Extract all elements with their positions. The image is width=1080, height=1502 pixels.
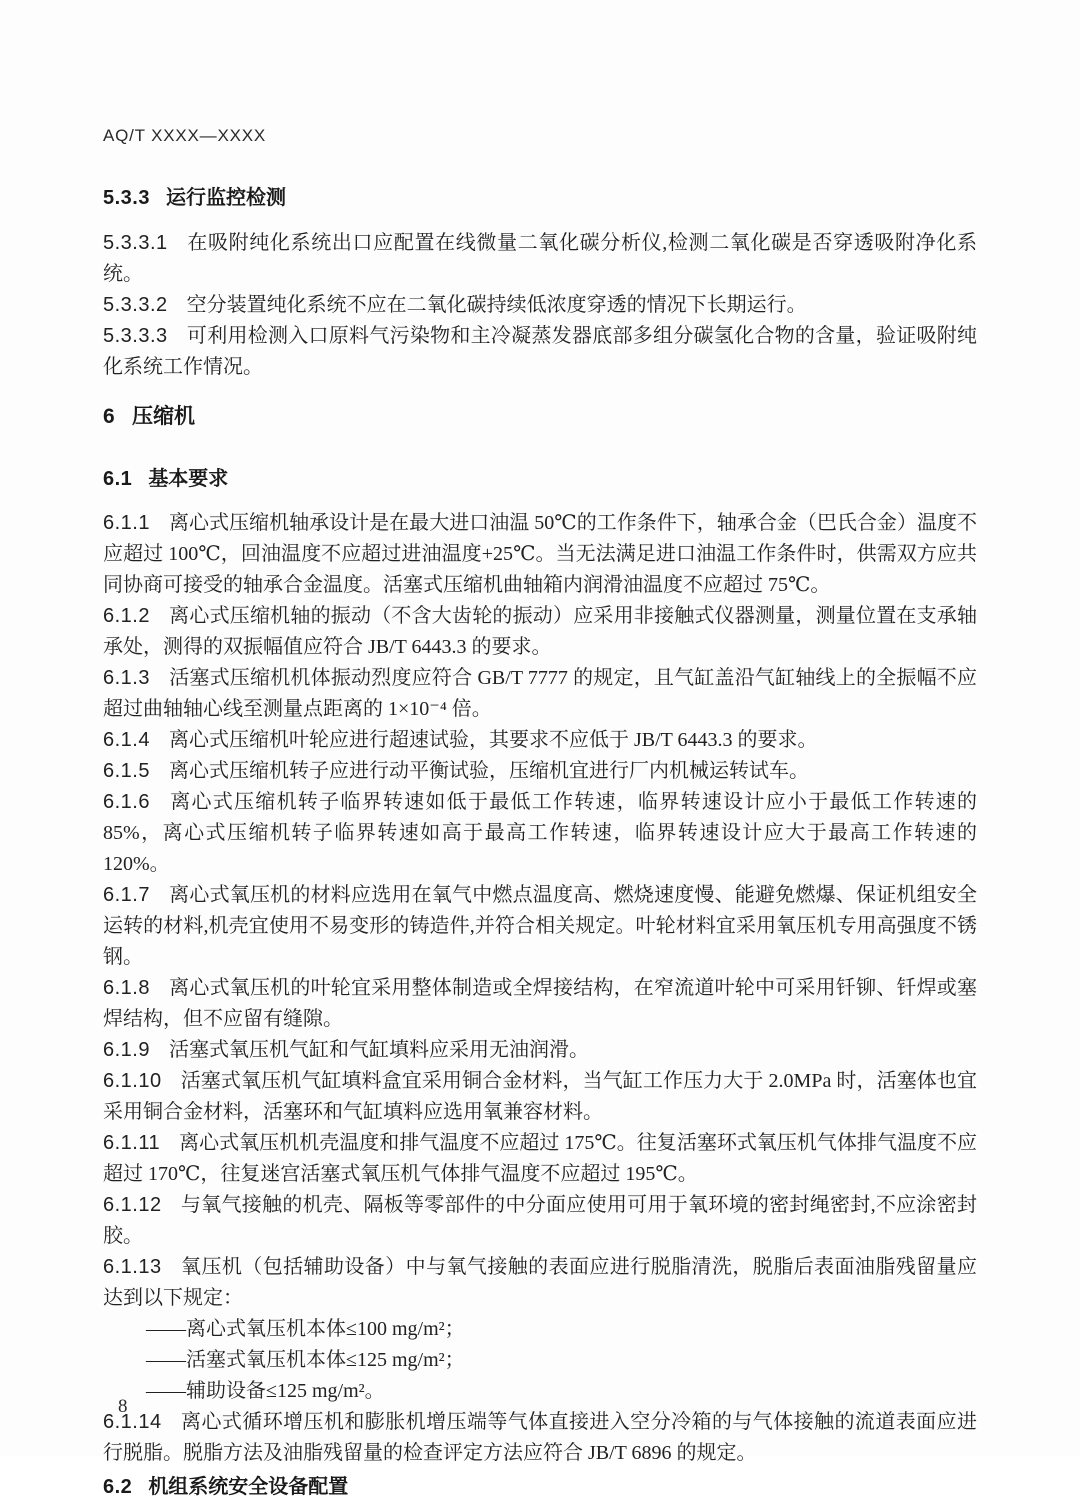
heading-title: 基本要求 [148, 468, 229, 490]
heading-6-1 [103, 464, 977, 494]
clause-6-1-11 [103, 1128, 977, 1190]
clause-text: 离心式压缩机轴承设计是在最大进口油温 50℃的工作条件下，轴承合金（巴氏合金）温度不应超过 100℃，回油温度不应超过进油温度+25℃。当无法满足进口油温工作条件时，供需双方应共同协商可接受的轴承合金温度。活塞式压缩机曲轴箱内润滑油温度不应超过 75℃。 [103, 512, 977, 596]
clause-number: 6.1.6 [103, 791, 150, 813]
heading-number: 6 [103, 405, 116, 428]
clause-6-1-3 [103, 663, 977, 725]
clause-text: 离心式压缩机转子临界转速如低于最低工作转速，临界转速设计应小于最低工作转速的 85%，离心式压缩机转子临界转速如高于最高工作转速，临界转速设计应大于最高工作转速的 120%。 [103, 791, 977, 875]
clause-number: 6.1.9 [103, 1039, 150, 1061]
clause-6-1-9 [103, 1035, 977, 1066]
clause-number: 6.1.13 [103, 1256, 162, 1278]
clause-5-3-3-1 [103, 228, 977, 290]
heading-number: 6.1 [103, 468, 133, 490]
clause-text: 离心式压缩机叶轮应进行超速试验，其要求不应低于 JB/T 6443.3 的要求。 [168, 729, 818, 751]
clause-number: 6.1.2 [103, 605, 150, 627]
clause-number: 6.1.4 [103, 729, 150, 751]
clause-6-1-10 [103, 1066, 977, 1128]
clause-6-1-6 [103, 787, 977, 880]
clause-text: 离心式氧压机的叶轮宜采用整体制造或全焊接结构，在窄流道叶轮中可采用钎铆、钎焊或塞焊结构，但不应留有缝隙。 [103, 977, 977, 1030]
heading-5-3-3 [103, 185, 977, 211]
list-item-auxiliary-limit: ——辅助设备≤125 mg/m²。 [146, 1380, 385, 1402]
list-item-centrifugal-limit: ——离心式氧压机本体≤100 mg/m²； [146, 1318, 465, 1340]
clause-text: 空分装置纯化系统不应在二氧化碳持续低浓度穿透的情况下长期运行。 [186, 294, 807, 316]
clause-text: 离心式氧压机机壳温度和排气温度不应超过 175℃。往复活塞环式氧压机气体排气温度不应超过 170℃，往复迷宫活塞式氧压机气体排气温度不应超过 195℃。 [103, 1132, 977, 1185]
document-code-header: AQ/T XXXX—XXXX [103, 126, 266, 145]
clause-text: 活塞式压缩机机体振动烈度应符合 GB/T 7777 的规定，且气缸盖沿气缸轴线上的全振幅不应超过曲轴轴心线至测量点距离的 1×10⁻⁴ 倍。 [103, 667, 977, 720]
clause-number: 6.1.10 [103, 1070, 162, 1092]
clause-number: 6.1.12 [103, 1194, 162, 1216]
clause-number: 6.1.7 [103, 884, 150, 906]
clause-text: 离心式循环增压机和膨胀机增压端等气体直接进入空分冷箱的与气体接触的流道表面应进行脱脂。脱脂方法及油脂残留量的检查评定方法应符合 JB/T 6896 的规定。 [103, 1411, 977, 1464]
clause-text: 与氧气接触的机壳、隔板等零部件的中分面应使用可用于氧环境的密封绳密封,不应涂密封胶。 [103, 1194, 977, 1247]
heading-6-2 [103, 1472, 977, 1502]
clause-text: 氧压机（包括辅助设备）中与氧气接触的表面应进行脱脂清洗，脱脂后表面油脂残留量应达到以下规定： [103, 1256, 977, 1309]
heading-number: 5.3.3 [103, 187, 150, 209]
clause-6-1-13 [103, 1252, 977, 1314]
clause-text: 可利用检测入口原料气污染物和主冷凝蒸发器底部多组分碳氢化合物的含量，验证吸附纯化系统工作情况。 [103, 325, 977, 378]
clause-6-1-2 [103, 601, 977, 663]
heading-number: 6.2 [103, 1476, 133, 1498]
heading-title: 压缩机 [131, 405, 195, 428]
clause-text: 活塞式氧压机气缸填料盒宜采用铜合金材料，当气缸工作压力大于 2.0MPa 时，活塞体也宜采用铜合金材料，活塞环和气缸填料应选用氧兼容材料。 [103, 1070, 977, 1123]
clause-6-1-5 [103, 756, 977, 787]
clause-6-1-7 [103, 880, 977, 973]
list-item-piston-limit: ——活塞式氧压机本体≤125 mg/m²； [146, 1349, 465, 1371]
clause-number: 5.3.3.2 [103, 294, 168, 316]
clause-number: 6.1.5 [103, 760, 150, 782]
clause-6-1-4 [103, 725, 977, 756]
clause-text: 在吸附纯化系统出口应配置在线微量二氧化碳分析仪,检测二氧化碳是否穿透吸附净化系统。 [103, 232, 977, 285]
clause-number: 5.3.3.3 [103, 325, 168, 347]
clause-text: 离心式氧压机的材料应选用在氧气中燃点温度高、燃烧速度慢、能避免燃爆、保证机组安全运转的材料,机壳宜使用不易变形的铸造件,并符合相关规定。叶轮材料宜采用氧压机专用高强度不锈钢。 [103, 884, 977, 968]
clause-number: 6.1.8 [103, 977, 150, 999]
clause-text: 离心式压缩机轴的振动（不含大齿轮的振动）应采用非接触式仪器测量，测量位置在支承轴承处，测得的双振幅值应符合 JB/T 6443.3 的要求。 [103, 605, 977, 658]
clause-6-1-14 [103, 1407, 977, 1469]
clause-number: 6.1.1 [103, 512, 150, 534]
clause-text: 活塞式氧压机气缸和气缸填料应采用无油润滑。 [168, 1039, 589, 1061]
clause-text: 离心式压缩机转子应进行动平衡试验，压缩机宜进行厂内机械运转试车。 [168, 760, 809, 782]
page-number: 8 [118, 1396, 128, 1417]
heading-title: 机组系统安全设备配置 [148, 1476, 349, 1498]
clause-number: 5.3.3.1 [103, 232, 168, 254]
clause-6-1-1 [103, 508, 977, 601]
clause-number: 6.1.11 [103, 1132, 161, 1154]
heading-title: 运行监控检测 [165, 187, 286, 209]
clause-number: 6.1.3 [103, 667, 150, 689]
clause-number: 6.1.14 [103, 1411, 162, 1433]
clause-6-1-12 [103, 1190, 977, 1252]
heading-6 [103, 402, 977, 432]
clause-5-3-3-3 [103, 321, 977, 383]
clause-5-3-3-2 [103, 290, 977, 321]
clause-6-1-8 [103, 973, 977, 1035]
